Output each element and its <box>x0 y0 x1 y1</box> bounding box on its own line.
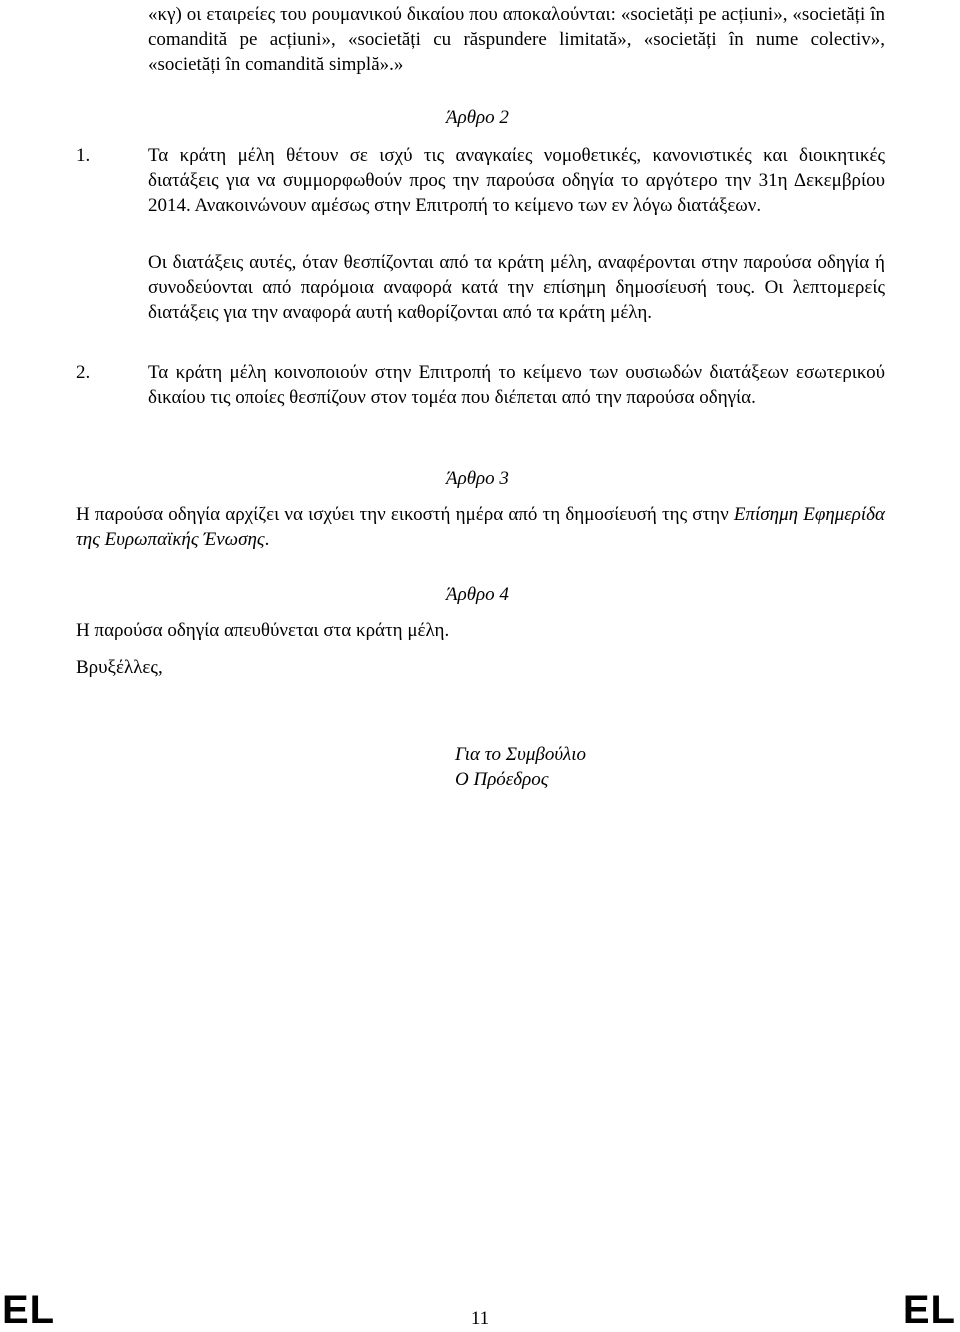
intro-item-text: «κγ) οι εταιρείες του ρουμανικού δικαίου που αποκαλούνται: «societăți pe acțiuni», «societăți în comandită pe acțiuni», «societăți cu răspundere limitată», «societăți în nume colectiv», «societăți în comandită simplă».» <box>148 4 885 75</box>
place-of-signature: Βρυξέλλες, <box>76 657 163 678</box>
article-3-text-end: . <box>264 529 270 550</box>
article-4-text: Η παρούσα οδηγία απευθύνεται στα κράτη μέλη. <box>76 620 450 641</box>
article-2-paragraph-2-number: 2. <box>76 362 91 383</box>
footer-language-code-left: EL <box>2 1288 56 1332</box>
article-3-heading: Άρθρο 3 <box>446 468 509 489</box>
signature-line-president: Ο Πρόεδρος <box>455 769 549 790</box>
article-2-heading: Άρθρο 2 <box>446 107 509 128</box>
article-3-text-main: Η παρούσα οδηγία αρχίζει να ισχύει την εικοστή ημέρα από τη δημοσίευσή της στην <box>76 504 734 525</box>
article-2-paragraph-2-text: Τα κράτη μέλη κοινοποιούν στην Επιτροπή το κείμενο των ουσιωδών διατάξεων εσωτερικού δικαίου τις οποίες θεσπίζουν στον τομέα που διέπεται από την παρούσα οδηγία. <box>148 362 885 408</box>
page-number: 11 <box>470 1308 490 1329</box>
signature-block <box>455 742 586 792</box>
footer-language-code-right: EL <box>902 1288 956 1332</box>
article-3-text <box>76 502 885 552</box>
article-2-paragraph-1-number: 1. <box>76 145 91 166</box>
article-2-paragraph-1-subparagraph: Οι διατάξεις αυτές, όταν θεσπίζονται από τα κράτη μέλη, αναφέρονται στην παρούσα οδηγία ή συνοδεύονται από παρόμοια αναφορά κατά την επίσημη δημοσίευσή τους. Οι λεπτομερείς διατάξεις για την αναφορά αυτή καθορίζονται από τα κράτη μέλη. <box>148 252 885 323</box>
official-journal-title: Επίσημη Εφημερίδα της Ευρωπαϊκής Ένωσης <box>76 504 885 550</box>
signature-line-council: Για το Συμβούλιο <box>455 744 587 765</box>
article-4-heading: Άρθρο 4 <box>446 584 509 605</box>
article-2-paragraph-1-text: Τα κράτη μέλη θέτουν σε ισχύ τις αναγκαίες νομοθετικές, κανονιστικές και διοικητικές διατάξεις για να συμμορφωθούν προς την παρούσα οδηγία το αργότερο την 31η Δεκεμβρίου 2014. Ανακοινώνουν αμέσως στην Επιτροπή το κείμενο των εν λόγω διατάξεων. <box>148 145 885 216</box>
